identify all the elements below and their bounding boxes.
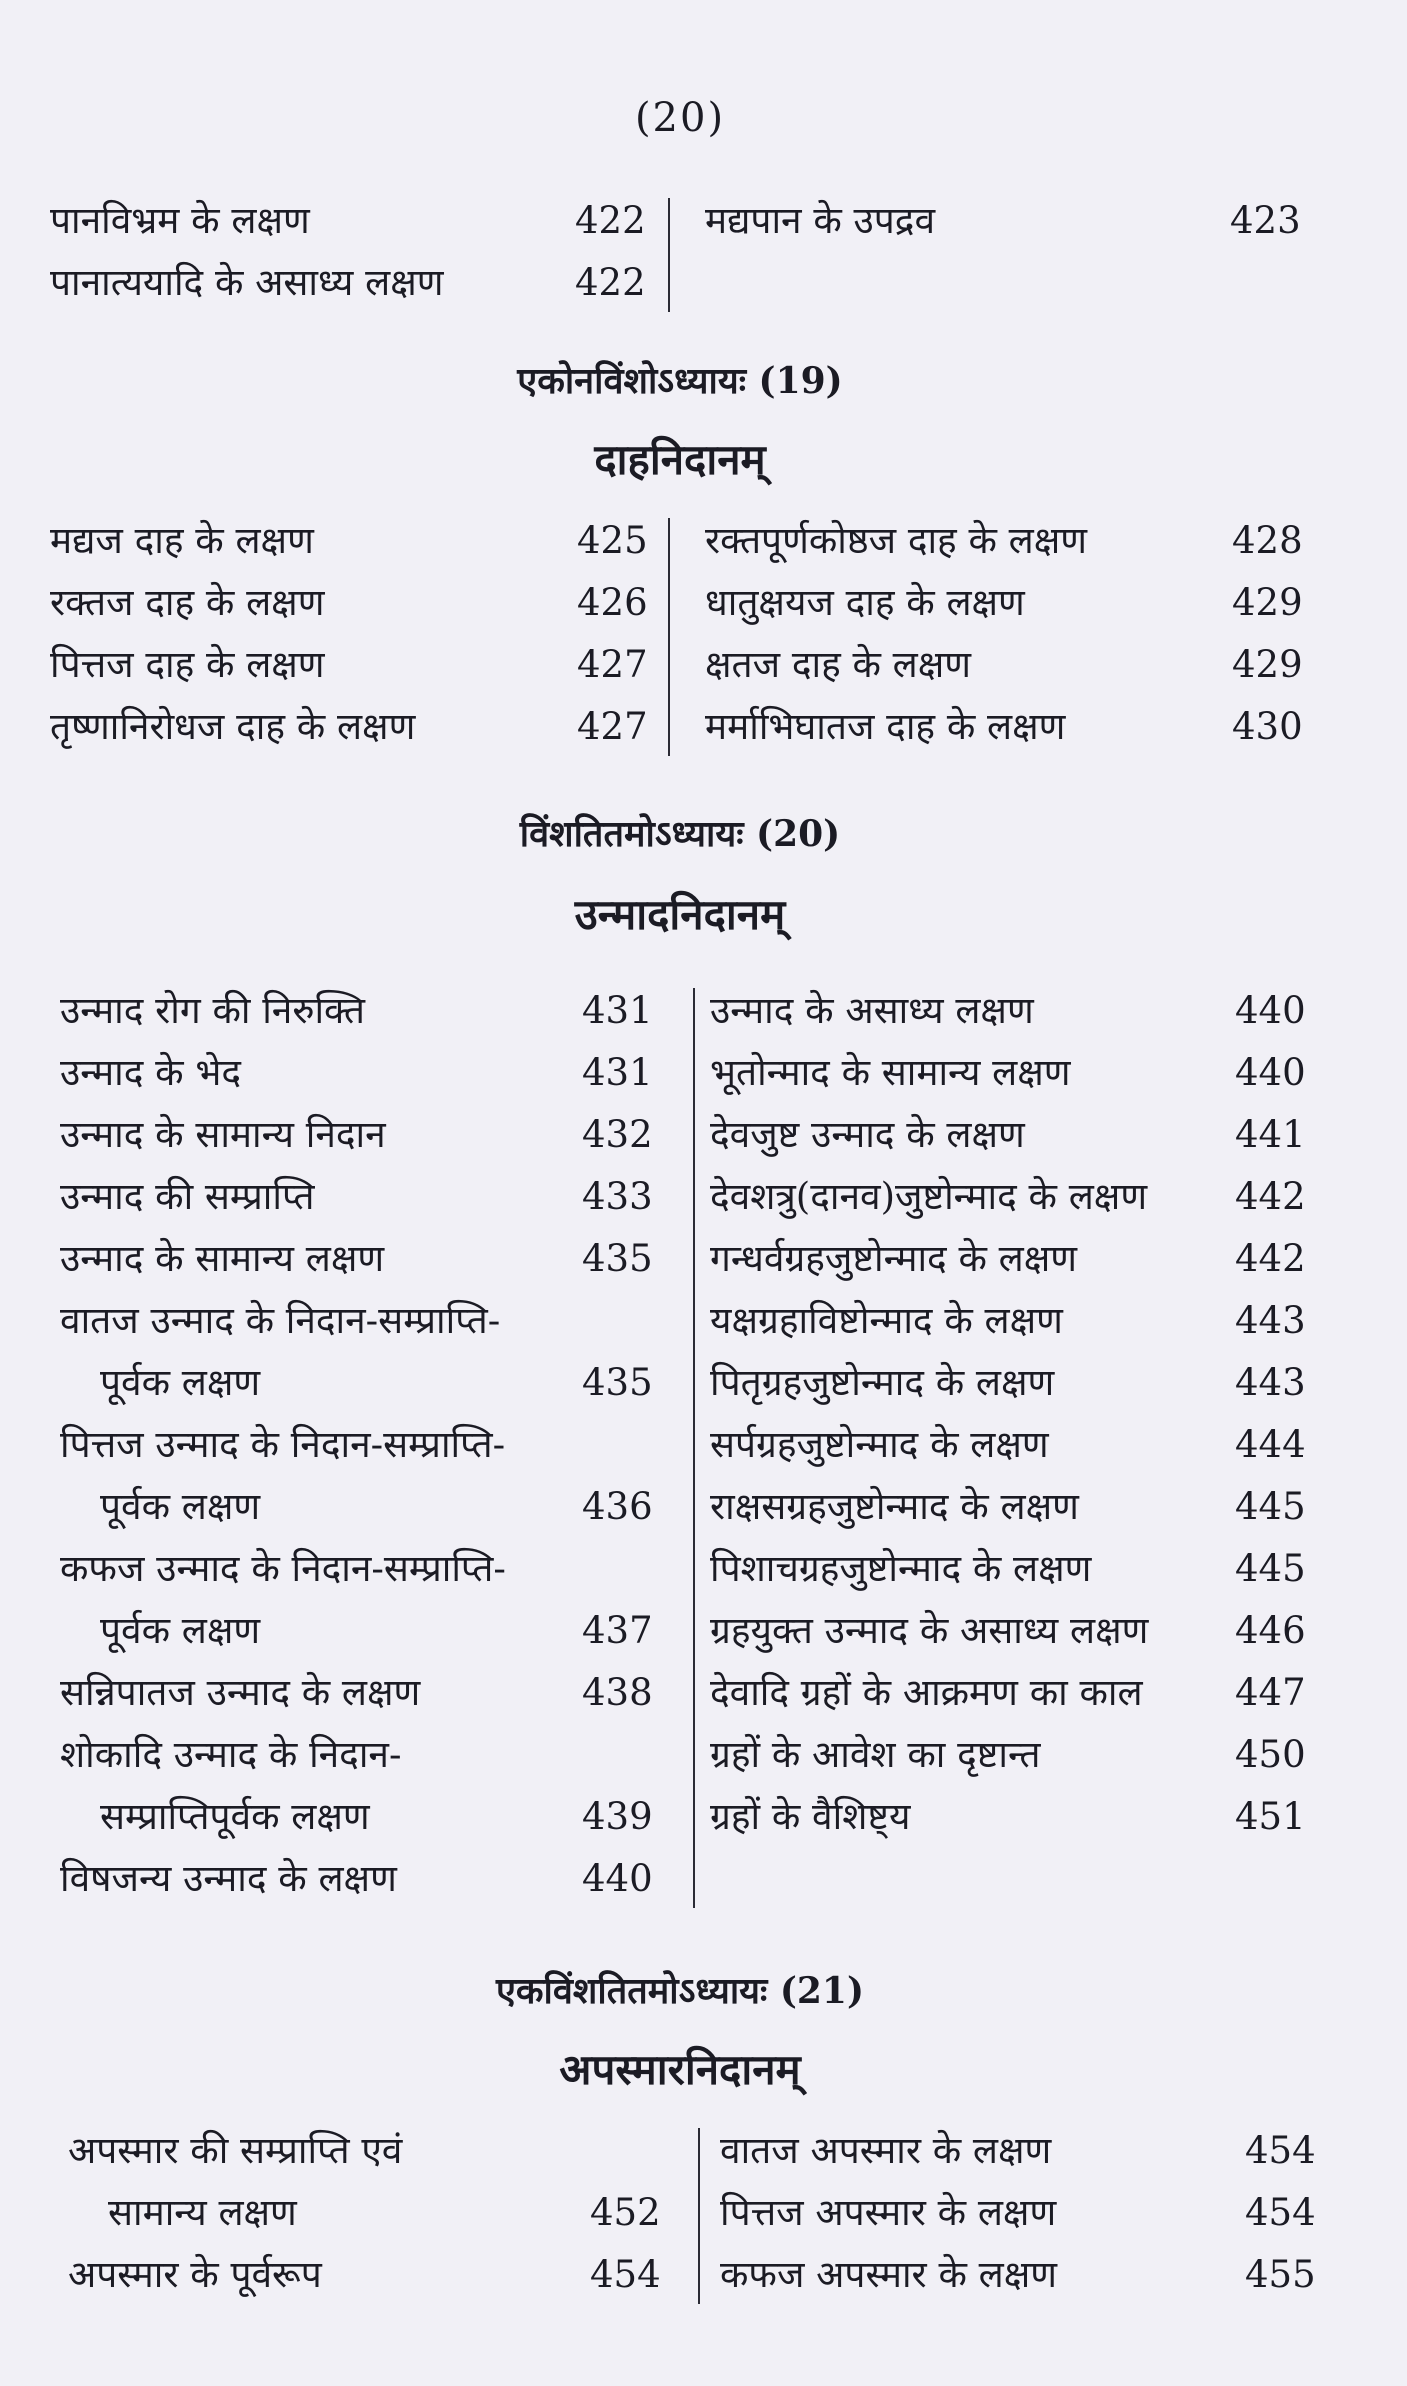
toc-entry-page: 437 — [582, 1609, 653, 1652]
toc-entry-page: 440 — [1235, 1051, 1306, 1094]
toc-entry-page: 447 — [1235, 1671, 1306, 1714]
chapter-heading: विंशतितमोऽध्यायः (20) — [519, 813, 841, 855]
toc-entry-label: विषजन्य उन्माद के लक्षण — [60, 1857, 397, 1900]
toc-entry-label: देवजुष्ट उन्माद के लक्षण — [710, 1113, 1025, 1156]
toc-entry-label: शोकादि उन्माद के निदान- — [60, 1733, 402, 1776]
toc-entry[interactable] — [0, 1228, 1407, 1290]
toc-entry-page: 429 — [1232, 581, 1303, 624]
toc-entry-label: सर्पग्रहजुष्टोन्माद के लक्षण — [710, 1423, 1049, 1466]
toc-entry-page: 426 — [577, 581, 648, 624]
toc-entry-label: मर्माभिघातज दाह के लक्षण — [705, 705, 1066, 748]
toc-entry-page: 439 — [582, 1795, 653, 1838]
toc-entry-label: अपस्मार की सम्प्राप्ति एवं — [68, 2129, 403, 2172]
toc-entry-page: 423 — [1230, 199, 1301, 242]
toc-entry[interactable] — [0, 696, 1407, 758]
toc-entry-label: कफज अपस्मार के लक्षण — [720, 2253, 1057, 2296]
toc-entry-label: पूर्वक लक्षण — [100, 1485, 261, 1528]
toc-entry-label: मद्यज दाह के लक्षण — [50, 519, 314, 562]
toc-entry-label: भूतोन्माद के सामान्य लक्षण — [710, 1051, 1071, 1094]
section-title: दाहनिदानम् — [594, 435, 766, 484]
toc-entry-page: 435 — [582, 1361, 653, 1404]
toc-entry[interactable] — [0, 1538, 1407, 1600]
toc-entry-page: 429 — [1232, 643, 1303, 686]
toc-entry-page: 436 — [582, 1485, 653, 1528]
chapter-heading: एकविंशतितमोऽध्यायः (21) — [496, 1970, 864, 2012]
toc-entry-label: रक्तपूर्णकोष्ठज दाह के लक्षण — [705, 519, 1088, 562]
toc-entry-page: 425 — [577, 519, 648, 562]
toc-entry-page: 446 — [1235, 1609, 1306, 1652]
toc-entry[interactable] — [0, 190, 1407, 252]
toc-entry-label: रक्तज दाह के लक्षण — [50, 581, 325, 624]
toc-entry-label: क्षतज दाह के लक्षण — [705, 643, 972, 686]
toc-entry-page: 450 — [1235, 1733, 1306, 1776]
toc-entry[interactable] — [0, 980, 1407, 1042]
toc-entry-label: उन्माद की सम्प्राप्ति — [60, 1175, 315, 1218]
toc-entry-page: 452 — [590, 2191, 661, 2234]
toc-entry-page: 427 — [577, 705, 648, 748]
toc-entry-page: 431 — [582, 1051, 653, 1094]
toc-entry-page: 443 — [1235, 1299, 1306, 1342]
toc-entry-label: ग्रहयुक्त उन्माद के असाध्य लक्षण — [710, 1609, 1149, 1652]
toc-entry-label: पितृग्रहजुष्टोन्माद के लक्षण — [710, 1361, 1055, 1404]
toc-entry-label: पूर्वक लक्षण — [100, 1609, 261, 1652]
toc-entry-page: 431 — [582, 989, 653, 1032]
toc-entry-label: पानविभ्रम के लक्षण — [50, 199, 310, 242]
toc-entry-label: धातुक्षयज दाह के लक्षण — [705, 581, 1025, 624]
toc-entry-label: वातज उन्माद के निदान-सम्प्राप्ति- — [60, 1299, 501, 1342]
toc-entry-page: 435 — [582, 1237, 653, 1280]
toc-entry-label: देवादि ग्रहों के आक्रमण का काल — [710, 1671, 1143, 1714]
toc-entry-label: यक्षग्रहाविष्टोन्माद के लक्षण — [710, 1299, 1063, 1342]
toc-entry[interactable] — [0, 252, 1407, 314]
toc-entry-label: पित्तज दाह के लक्षण — [50, 643, 325, 686]
toc-entry-page: 440 — [1235, 989, 1306, 1032]
toc-entry-label: वातज अपस्मार के लक्षण — [720, 2129, 1052, 2172]
toc-entry-label: सन्निपातज उन्माद के लक्षण — [60, 1671, 421, 1714]
toc-entry-page: 441 — [1235, 1113, 1306, 1156]
toc-entry-label: उन्माद रोग की निरुक्ति — [60, 989, 365, 1032]
toc-entry-page: 433 — [582, 1175, 653, 1218]
toc-entry[interactable] — [0, 1786, 1407, 1848]
toc-entry[interactable] — [0, 1662, 1407, 1724]
toc-entry[interactable] — [0, 2120, 1407, 2182]
toc-entry-page: 438 — [582, 1671, 653, 1714]
toc-entry-page: 428 — [1232, 519, 1303, 562]
toc-entry-page: 432 — [582, 1113, 653, 1156]
toc-entry[interactable] — [0, 634, 1407, 696]
page-number: (20) — [634, 95, 726, 141]
toc-entry[interactable] — [0, 1476, 1407, 1538]
toc-entry-page: 444 — [1235, 1423, 1306, 1466]
toc-entry-label: सम्प्राप्तिपूर्वक लक्षण — [100, 1795, 370, 1838]
toc-entry-page: 454 — [590, 2253, 661, 2296]
section-title: अपस्मारनिदानम् — [559, 2045, 801, 2094]
toc-entry-label: पूर्वक लक्षण — [100, 1361, 261, 1404]
toc-entry[interactable] — [0, 1290, 1407, 1352]
toc-entry-label: गन्धर्वग्रहजुष्टोन्माद के लक्षण — [710, 1237, 1077, 1280]
toc-entry-page: 440 — [582, 1857, 653, 1900]
toc-entry-label: देवशत्रु(दानव)जुष्टोन्माद के लक्षण — [710, 1175, 1148, 1218]
toc-entry[interactable] — [0, 1042, 1407, 1104]
toc-entry-page: 445 — [1235, 1547, 1306, 1590]
toc-entry-page: 442 — [1235, 1175, 1306, 1218]
toc-entry-label: सामान्य लक्षण — [108, 2191, 297, 2234]
toc-entry-label: उन्माद के असाध्य लक्षण — [710, 989, 1034, 1032]
toc-entry[interactable] — [0, 1414, 1407, 1476]
toc-entry-page: 430 — [1232, 705, 1303, 748]
toc-entry-label: पानात्ययादि के असाध्य लक्षण — [50, 261, 444, 304]
toc-entry-page: 445 — [1235, 1485, 1306, 1528]
section-title: उन्मादनिदानम् — [574, 890, 786, 939]
toc-entry-label: कफज उन्माद के निदान-सम्प्राप्ति- — [60, 1547, 506, 1590]
toc-entry-page: 422 — [575, 261, 646, 304]
toc-entry-page: 422 — [575, 199, 646, 242]
toc-entry[interactable] — [0, 1352, 1407, 1414]
toc-entry-label: तृष्णानिरोधज दाह के लक्षण — [50, 705, 416, 748]
toc-entry[interactable] — [0, 572, 1407, 634]
toc-entry-label: उन्माद के सामान्य लक्षण — [60, 1237, 385, 1280]
toc-entry[interactable] — [0, 510, 1407, 572]
toc-entry[interactable] — [0, 1724, 1407, 1786]
toc-entry[interactable] — [0, 1104, 1407, 1166]
toc-entry-page: 442 — [1235, 1237, 1306, 1280]
toc-entry-page: 454 — [1245, 2129, 1316, 2172]
toc-entry[interactable] — [0, 2244, 1407, 2306]
toc-entry[interactable] — [0, 2182, 1407, 2244]
toc-entry-page: 451 — [1235, 1795, 1306, 1838]
toc-entry-label: उन्माद के भेद — [60, 1051, 241, 1094]
toc-entry-label: उन्माद के सामान्य निदान — [60, 1113, 386, 1156]
toc-entry-label: ग्रहों के आवेश का दृष्टान्त — [710, 1733, 1041, 1776]
toc-entry-label: पिशाचग्रहजुष्टोन्माद के लक्षण — [710, 1547, 1092, 1590]
toc-entry-label: राक्षसग्रहजुष्टोन्माद के लक्षण — [710, 1485, 1079, 1528]
toc-entry-label: ग्रहों के वैशिष्ट्य — [710, 1795, 911, 1838]
toc-entry-page: 427 — [577, 643, 648, 686]
toc-entry-label: अपस्मार के पूर्वरूप — [68, 2253, 322, 2296]
toc-entry-page: 443 — [1235, 1361, 1306, 1404]
toc-entry[interactable] — [0, 1600, 1407, 1662]
toc-entry-label: मद्यपान के उपद्रव — [705, 199, 936, 242]
toc-entry-page: 454 — [1245, 2191, 1316, 2234]
toc-entry-label: पित्तज अपस्मार के लक्षण — [720, 2191, 1057, 2234]
toc-entry[interactable] — [0, 1166, 1407, 1228]
toc-entry-label: पित्तज उन्माद के निदान-सम्प्राप्ति- — [60, 1423, 506, 1466]
toc-entry[interactable] — [0, 1848, 1407, 1910]
toc-entry-page: 455 — [1245, 2253, 1316, 2296]
chapter-heading: एकोनविंशोऽध्यायः (19) — [517, 360, 843, 402]
